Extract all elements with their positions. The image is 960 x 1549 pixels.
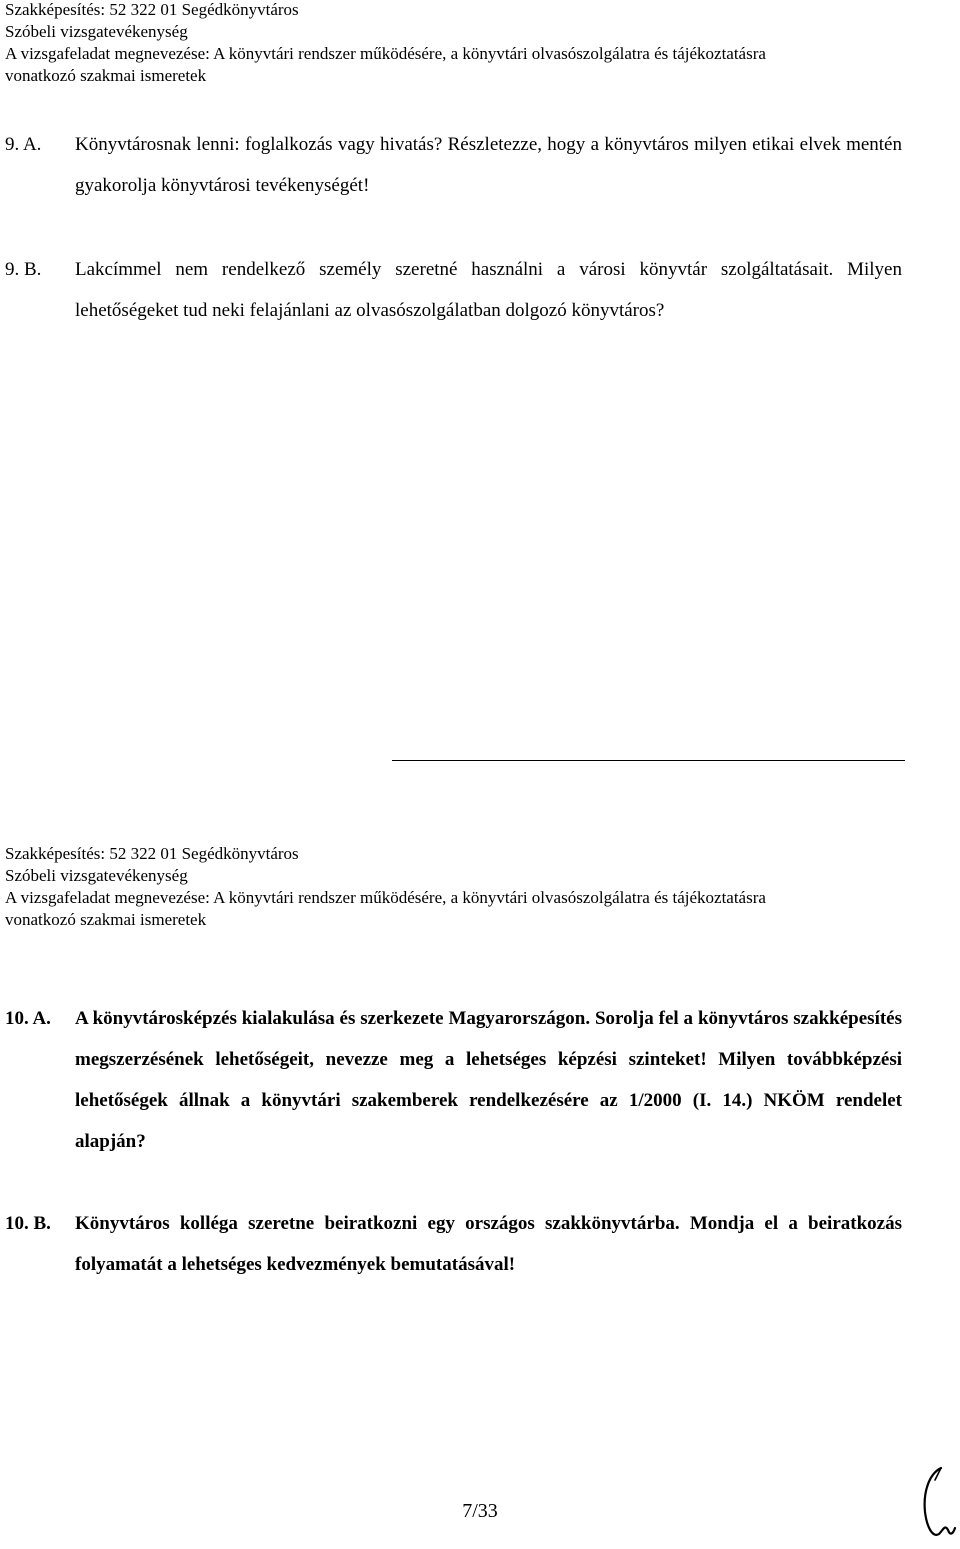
question-9b-number: 9. B. [5,259,42,280]
page-separator-line [392,760,905,761]
header-task-name: A vizsgafeladat megnevezése: A könyvtári rendszer működésére, a könyvtári olvasószolgálatra és tájékoztatásra [5,888,766,907]
header-exam-activity: Szóbeli vizsgatevékenység [5,866,188,885]
header-task-name-cont: vonatkozó szakmai ismeretek [5,66,207,85]
header-exam-activity: Szóbeli vizsgatevékenység [5,22,188,41]
page-header-top [5,0,935,87]
header-task-name-cont: vonatkozó szakmai ismeretek [5,910,207,929]
question-9b-text: Lakcímmel nem rendelkező személy szeretné használni a városi könyvtár szolgáltatásait. Milyen lehetőségeket tud neki felajánlani az olvasószolgálatban dolgozó könyvtáros? [75,259,902,321]
page-header-bottom [5,843,935,931]
header-qualification: Szakképesítés: 52 322 01 Segédkönyvtáros [5,844,299,863]
question-10b-number: 10. B. [5,1213,51,1234]
question-9a-number: 9. A. [5,134,42,155]
question-9a-text: Könyvtárosnak lenni: foglalkozás vagy hivatás? Részletezze, hogy a könyvtáros milyen etikai elvek mentén gyakorolja könyvtárosi tevékenységét! [75,134,902,196]
header-qualification: Szakképesítés: 52 322 01 Segédkönyvtáros [5,0,299,19]
handwritten-mark-icon [915,1462,957,1544]
header-task-name: A vizsgafeladat megnevezése: A könyvtári rendszer működésére, a könyvtári olvasószolgálatra és tájékoztatásra [5,44,766,63]
page-number: 7/33 [462,1500,498,1522]
question-10a-text: A könyvtárosképzés kialakulása és szerkezete Magyarországon. Sorolja fel a könyvtáros szakképesítés megszerzésének lehetőségeit, nevezze meg a lehetséges képzési szinteket! Milyen továbbképzési lehetőségek állnak a könyvtári szakemberek rendelkezésére az 1/2000 (I. 14.) NKÖM rendelet alapján? [75,1008,902,1152]
question-10b-text: Könyvtáros kolléga szeretne beiratkozni egy országos szakkönyvtárba. Mondja el a beiratkozás folyamatát a lehetséges kedvezmények bemutatásával! [75,1213,902,1275]
question-10a-number: 10. A. [5,1008,51,1029]
